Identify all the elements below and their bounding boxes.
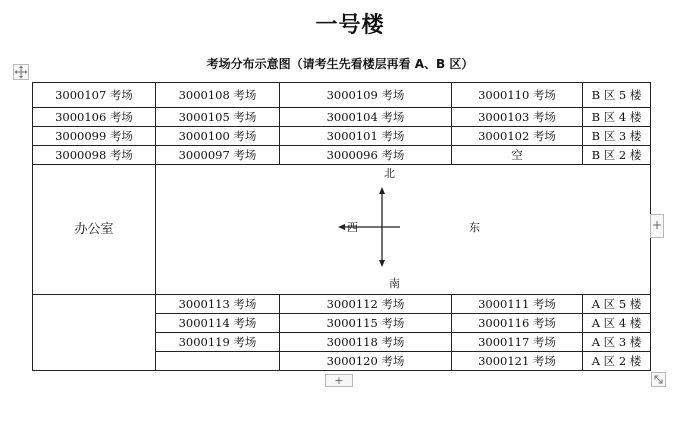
table-cell[interactable]: 3000110 考场 [452,83,583,108]
table-cell[interactable]: 3000118 考场 [280,333,452,352]
compass-cell[interactable] [156,165,651,295]
table-row [33,127,651,146]
table-cell[interactable]: 3000107 考场 [33,83,156,108]
table-cell[interactable]: 3000119 考场 [156,333,280,352]
compass-south-label: 南 [389,277,400,290]
table-row [33,165,651,295]
add-row-plus-icon[interactable]: + [325,374,353,387]
floor-label-cell[interactable]: B 区 3 楼 [583,127,651,146]
compass-north-label: 北 [384,167,395,180]
floor-label-cell[interactable]: B 区 4 楼 [583,108,651,127]
table-cell[interactable]: 3000106 考场 [33,108,156,127]
table-cell[interactable]: 3000112 考场 [280,295,452,314]
table-cell[interactable]: 空 [452,146,583,165]
floor-label-cell[interactable]: B 区 2 楼 [583,146,651,165]
floor-label-cell[interactable]: A 区 3 楼 [583,333,651,352]
compass-west-label: 西 [347,221,358,234]
table-cell[interactable]: 3000097 考场 [156,146,280,165]
table-move-handle-icon[interactable] [13,64,29,80]
exam-room-table [32,82,651,371]
floor-label-cell[interactable]: A 区 4 楼 [583,314,651,333]
table-cell[interactable] [156,352,280,371]
compass-diagram [250,165,480,294]
table-cell[interactable]: 3000121 考场 [452,352,583,371]
table-row [33,146,651,165]
page-subtitle: 考场分布示意图（请考生先看楼层再看 A、B 区） [206,57,474,71]
table-row [33,108,651,127]
table-cell[interactable]: 3000113 考场 [156,295,280,314]
table-cell[interactable]: 3000101 考场 [280,127,452,146]
compass-east-label: 东 [469,221,480,234]
table-cell[interactable]: 3000102 考场 [452,127,583,146]
table-cell[interactable]: 3000103 考场 [452,108,583,127]
add-column-plus-icon[interactable]: + [650,214,664,238]
table-cell[interactable]: 3000099 考场 [33,127,156,146]
table-cell[interactable]: 3000120 考场 [280,352,452,371]
table-cell[interactable]: 3000111 考场 [452,295,583,314]
table-cell[interactable]: 3000108 考场 [156,83,280,108]
empty-merged-cell[interactable] [33,295,156,371]
floor-label-cell[interactable]: A 区 5 楼 [583,295,651,314]
table-cell[interactable]: 3000104 考场 [280,108,452,127]
floor-label-cell[interactable]: A 区 2 楼 [583,352,651,371]
table-cell[interactable]: 3000116 考场 [452,314,583,333]
table-cell[interactable]: 3000105 考场 [156,108,280,127]
arrowheads-icon [250,165,400,294]
page-title: 一号楼 [315,13,385,38]
table-cell[interactable]: 3000114 考场 [156,314,280,333]
table-cell[interactable]: 3000100 考场 [156,127,280,146]
office-cell[interactable]: 办公室 [33,165,156,295]
table-cell[interactable]: 3000096 考场 [280,146,452,165]
table-cell[interactable]: 3000115 考场 [280,314,452,333]
table-cell[interactable]: 3000098 考场 [33,146,156,165]
table-row [33,83,651,108]
table-resize-handle-icon[interactable] [651,372,666,387]
table-row [33,295,651,314]
table-cell[interactable]: 3000109 考场 [280,83,452,108]
floor-label-cell[interactable]: B 区 5 楼 [583,83,651,108]
table-cell[interactable]: 3000117 考场 [452,333,583,352]
